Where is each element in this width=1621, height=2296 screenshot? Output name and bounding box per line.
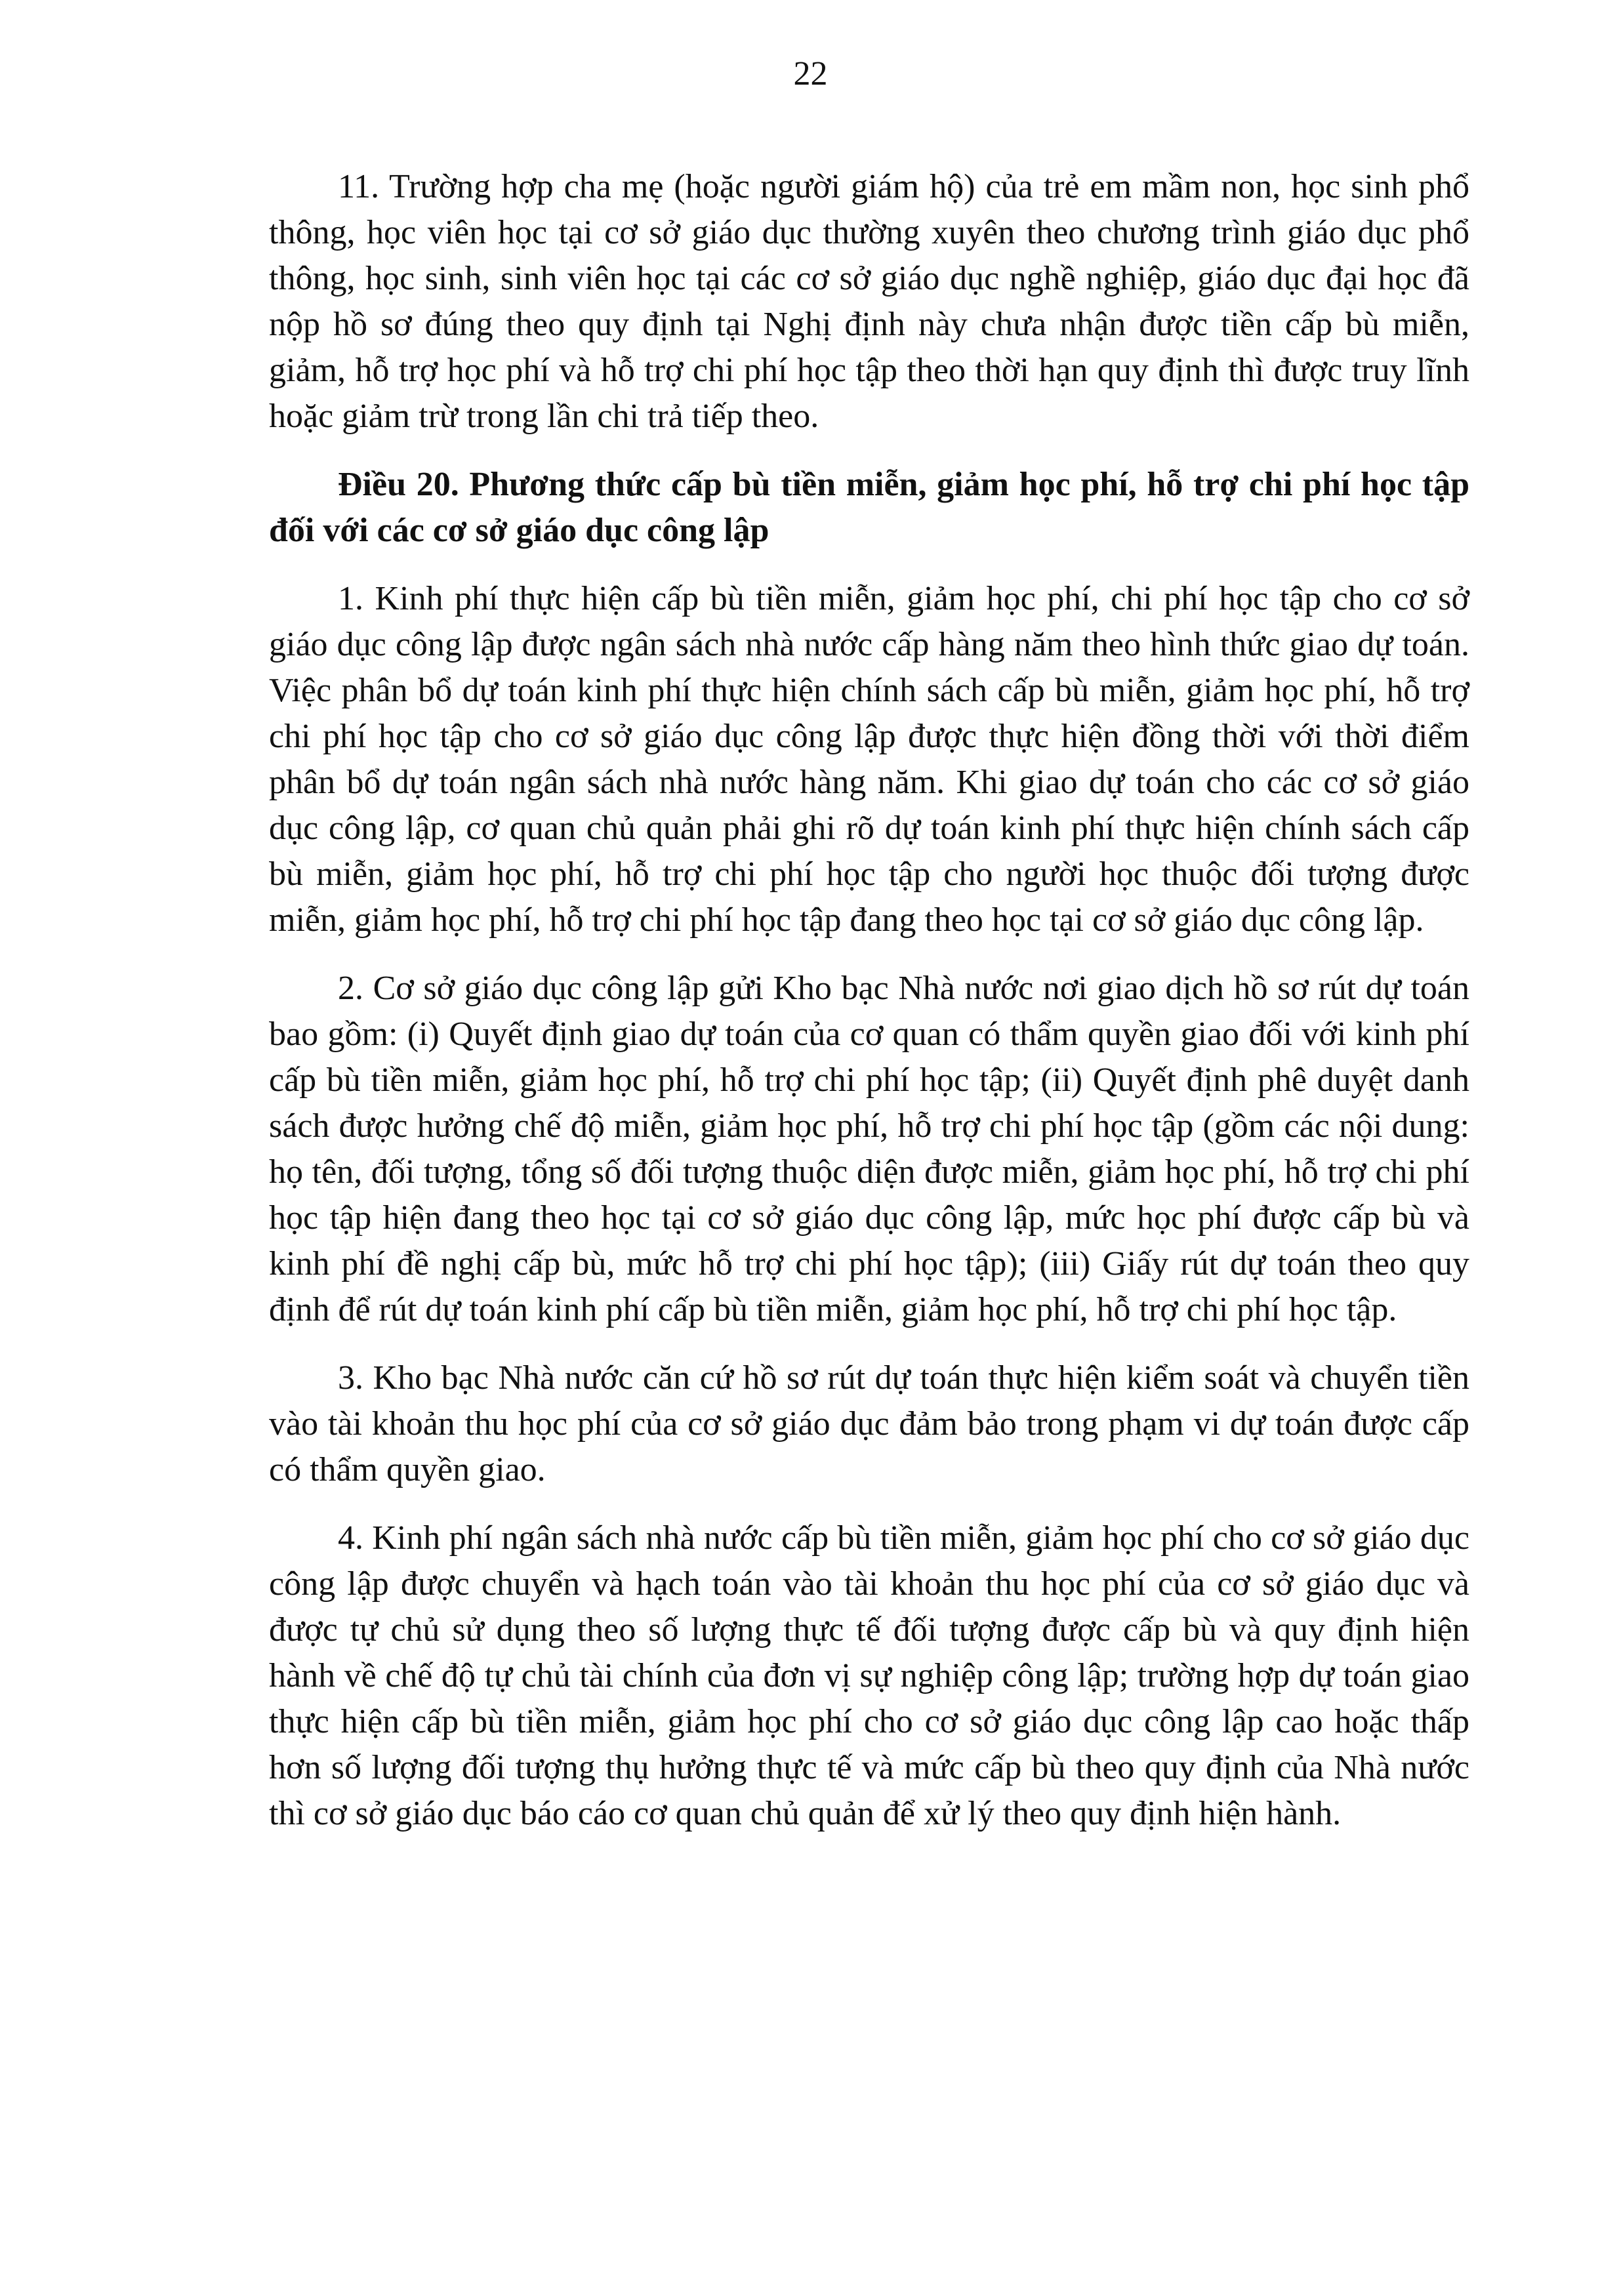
page-number: 22 — [793, 55, 828, 92]
paragraph-clause-2: 2. Cơ sở giáo dục công lập gửi Kho bạc Nhà nước nơi giao dịch hồ sơ rút dự toán bao gồm: (i) Quyết định giao dự toán của cơ quan có thẩm quyền giao đối với kinh phí cấp bù tiền miễn, giảm học phí, hỗ trợ chi phí học tập; (ii) Quyết định phê duyệt danh sách được hưởng chế độ miễn, giảm học phí, hỗ trợ chi phí học tập (gồm các nội dung: họ tên, đối tượng, tổng số đối tượng thuộc diện được miễn, giảm học phí, hỗ trợ chi phí học tập hiện đang theo học tại cơ sở giáo dục công lập, mức học phí được cấp bù và kinh phí đề nghị cấp bù, mức hỗ trợ chi phí học tập); (iii) Giấy rút dự toán theo quy định để rút dự toán kinh phí cấp bù tiền miễn, giảm học phí, hỗ trợ chi phí học tập. — [269, 970, 1469, 1328]
document-body — [269, 164, 1469, 1859]
paragraph-clause-4: 4. Kinh phí ngân sách nhà nước cấp bù tiền miễn, giảm học phí cho cơ sở giáo dục công lập được chuyển và hạch toán vào tài khoản thu học phí của cơ sở giáo dục và được tự chủ sử dụng theo số lượng thực tế đối tượng được cấp bù và quy định hiện hành về chế độ tự chủ tài chính của đơn vị sự nghiệp công lập; trường hợp dự toán giao thực hiện cấp bù tiền miễn, giảm học phí cho cơ sở giáo dục công lập cao hoặc thấp hơn số lượng đối tượng thụ hưởng thực tế và mức cấp bù theo quy định của Nhà nước thì cơ sở giáo dục báo cáo cơ quan chủ quản để xử lý theo quy định hiện hành. — [269, 1519, 1469, 1832]
paragraph-clause-11: 11. Trường hợp cha mẹ (hoặc người giám hộ) của trẻ em mầm non, học sinh phổ thông, học viên học tại cơ sở giáo dục thường xuyên theo chương trình giáo dục phổ thông, học sinh, sinh viên học tại các cơ sở giáo dục nghề nghiệp, giáo dục đại học đã nộp hồ sơ đúng theo quy định tại Nghị định này chưa nhận được tiền cấp bù miễn, giảm, hỗ trợ học phí và hỗ trợ chi phí học tập theo thời hạn quy định thì được truy lĩnh hoặc giảm trừ trong lần chi trả tiếp theo. — [269, 168, 1469, 435]
paragraph-clause-1: 1. Kinh phí thực hiện cấp bù tiền miễn, giảm học phí, chi phí học tập cho cơ sở giáo dục công lập được ngân sách nhà nước cấp hàng năm theo hình thức giao dự toán. Việc phân bổ dự toán kinh phí thực hiện chính sách cấp bù miễn, giảm học phí, hỗ trợ chi phí học tập cho cơ sở giáo dục công lập được thực hiện đồng thời với thời điểm phân bổ dự toán ngân sách nhà nước hàng năm. Khi giao dự toán cho các cơ sở giáo dục công lập, cơ quan chủ quản phải ghi rõ dự toán kinh phí thực hiện chính sách cấp bù miễn, giảm học phí, hỗ trợ chi phí học tập cho người học thuộc đối tượng được miễn, giảm học phí, hỗ trợ chi phí học tập đang theo học tại cơ sở giáo dục công lập. — [269, 580, 1469, 939]
article-20-heading: Điều 20. Phương thức cấp bù tiền miễn, giảm học phí, hỗ trợ chi phí học tập đối với các cơ sở giáo dục công lập — [269, 466, 1469, 549]
paragraph-clause-3: 3. Kho bạc Nhà nước căn cứ hồ sơ rút dự toán thực hiện kiểm soát và chuyển tiền vào tài khoản thu học phí của cơ sở giáo dục đảm bảo trong phạm vi dự toán được cấp có thẩm quyền giao. — [269, 1359, 1469, 1488]
